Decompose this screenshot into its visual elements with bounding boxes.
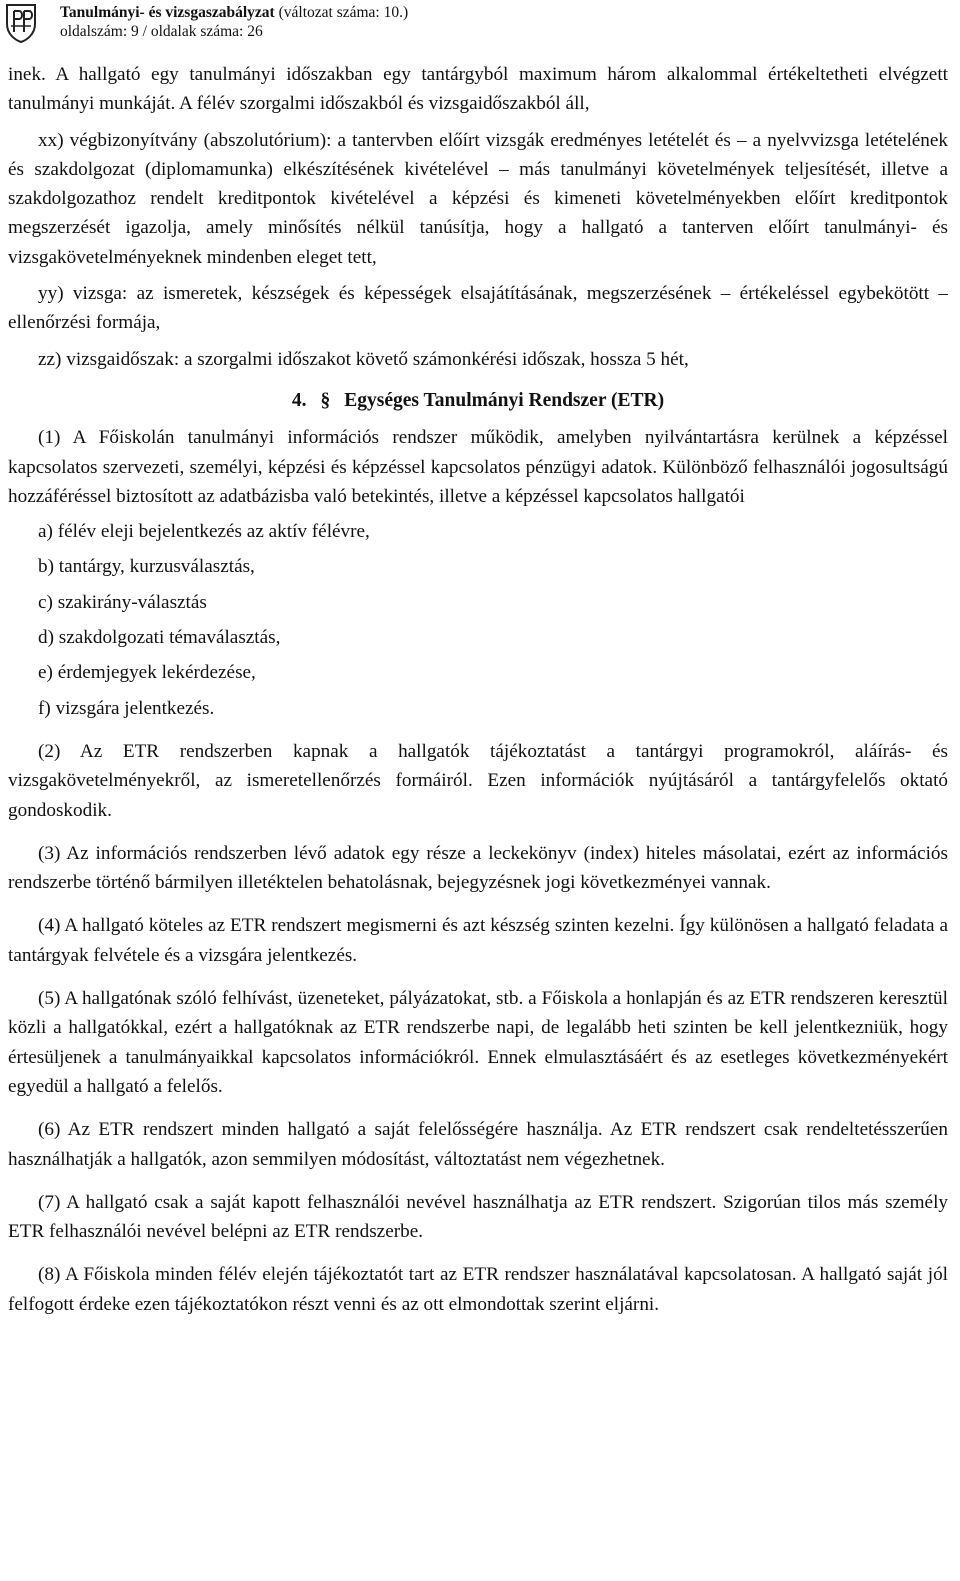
paragraph-2: (2) Az ETR rendszerben kapnak a hallgatók tájékoztatást a tantárgyi programokról, aláírás- és vizsgakövetelményekről, az ismeretellenőrzés formáiról. Ezen információk nyújtásáról a tantárgyfelelős oktató gondoskodik. — [8, 740, 948, 821]
section-title: Egységes Tanulmányi Rendszer (ETR) — [344, 389, 665, 411]
document-title: Tanulmányi- és vizsgaszabályzat — [60, 4, 275, 21]
page-header — [0, 0, 960, 46]
page-info: oldalszám: 9 / oldalak száma: 26 — [60, 23, 263, 40]
institution-crest-icon — [3, 2, 39, 44]
document-version: (változat száma: 10.) — [274, 4, 409, 21]
paragraph-8: (8) A Főiskola minden félév elején tájékoztatót tart az ETR rendszer használatával kapcsolatosan. A hallgató saját jól felfogott érdeke ezen tájékoztatókon részt venni és az ott elmondottak szerint eljárni. — [8, 1264, 948, 1315]
section-symbol: § — [320, 389, 331, 411]
section-number: 4. — [291, 389, 307, 411]
paragraph-3: (3) Az információs rendszerben lévő adatok egy része a leckekönyv (index) hiteles másolatai, ezért az információs rendszerbe történő bármilyen illetéktelen behatolásnak, bejegyzésnek jogi következményei vannak. — [8, 842, 948, 894]
paragraph-6: (6) Az ETR rendszert minden hallgató a saját felelősségére használja. Az ETR rendszert csak rendeltetésszerűen használhatják a hallgatók, azon semmilyen módosítást, változtatást nem végezhetnek. — [8, 1119, 948, 1170]
header-text — [60, 3, 408, 41]
paragraph-1: (1) A Főiskolán tanulmányi információs rendszer működik, amelyben nyilvántartásra kerülnek a képzéssel kapcsolatos szervezeti, személyi, képzési és képzéssel kapcsolatos pénzügyi adatok. Különböző felhasználói jogosultságú hozzáféréssel biztosított az adatbázisba való betekintés, illetve a képzéssel kapcsolatos hallgatói — [8, 427, 948, 507]
definition-yy: yy) vizsga: az ismeretek, készségek és képességek elsajátításának, megszerzésének – értékeléssel egybekötött – ellenőrzési formája, — [8, 283, 948, 334]
paragraph-7: (7) A hallgató csak a saját kapott felhasználói nevével használhatja az ETR rendszert. Szigorúan tilos más személy ETR felhasználói nevével belépni az ETR rendszerbe. — [8, 1191, 948, 1243]
list-item: b) tantárgy, kurzusválasztás, — [38, 556, 255, 578]
document-body — [8, 60, 948, 1319]
definition-xx: xx) végbizonyítvány (abszolutórium): a tantervben előírt vizsgák eredményes letételét és – a nyelvvizsga letételének és szakdolgozat (diplomamunka) elkészítésének kivételével – más tanulmányi követelmények teljesítését, illetve a szakdolgozathoz rendelt kreditpontok kivételével a képzési és kimeneti követelményekben előírt kreditpontok megszerzését igazolja, amely minősítés nélkül tanúsítja, hogy a hallgató a tanterven előírt tanulmányi- és vizsgakövetelményeknek mindenben eleget tett, — [8, 129, 948, 268]
definition-zz: zz) vizsgaidőszak: a szorgalmi időszakot követő számonkérési időszak, hossza 5 hét, — [38, 348, 689, 370]
list-item: d) szakdolgozati témaválasztás, — [38, 627, 281, 649]
paragraph-5: (5) A hallgatónak szóló felhívást, üzeneteket, pályázatokat, stb. a Főiskola a honlapján és az ETR rendszeren keresztül közli a hallgatókkal, ezért a hallgatóknak az ETR rendszerbe napi, de legalább heti szinten be kell jelentkezniük, hogy értesüljenek a tanulmányaikkal kapcsolatos információkról. Ennek elmulasztásáért és az esetleges következményekért egyedül a hallgató a felelős. — [8, 988, 948, 1097]
list-item: f) vizsgára jelentkezés. — [38, 697, 215, 719]
list-item: c) szakirány-választás — [38, 591, 207, 613]
list-item: e) érdemjegyek lekérdezése, — [38, 662, 256, 684]
intro-paragraph: inek. A hallgató egy tanulmányi időszakban egy tantárgyból maximum három alkalommal értékeltetheti elvégzett tanulmányi munkáját. A félév szorgalmi időszakból és vizsgaidőszakból áll, — [8, 64, 948, 115]
section-heading — [8, 386, 948, 415]
list-item: a) félév eleji bejelentkezés az aktív félévre, — [38, 521, 370, 543]
paragraph-4: (4) A hallgató köteles az ETR rendszert megismerni és azt készség szinten kezelni. Így különösen a hallgató feladata a tantárgyak felvétele és a vizsgára jelentkezés. — [8, 915, 948, 966]
